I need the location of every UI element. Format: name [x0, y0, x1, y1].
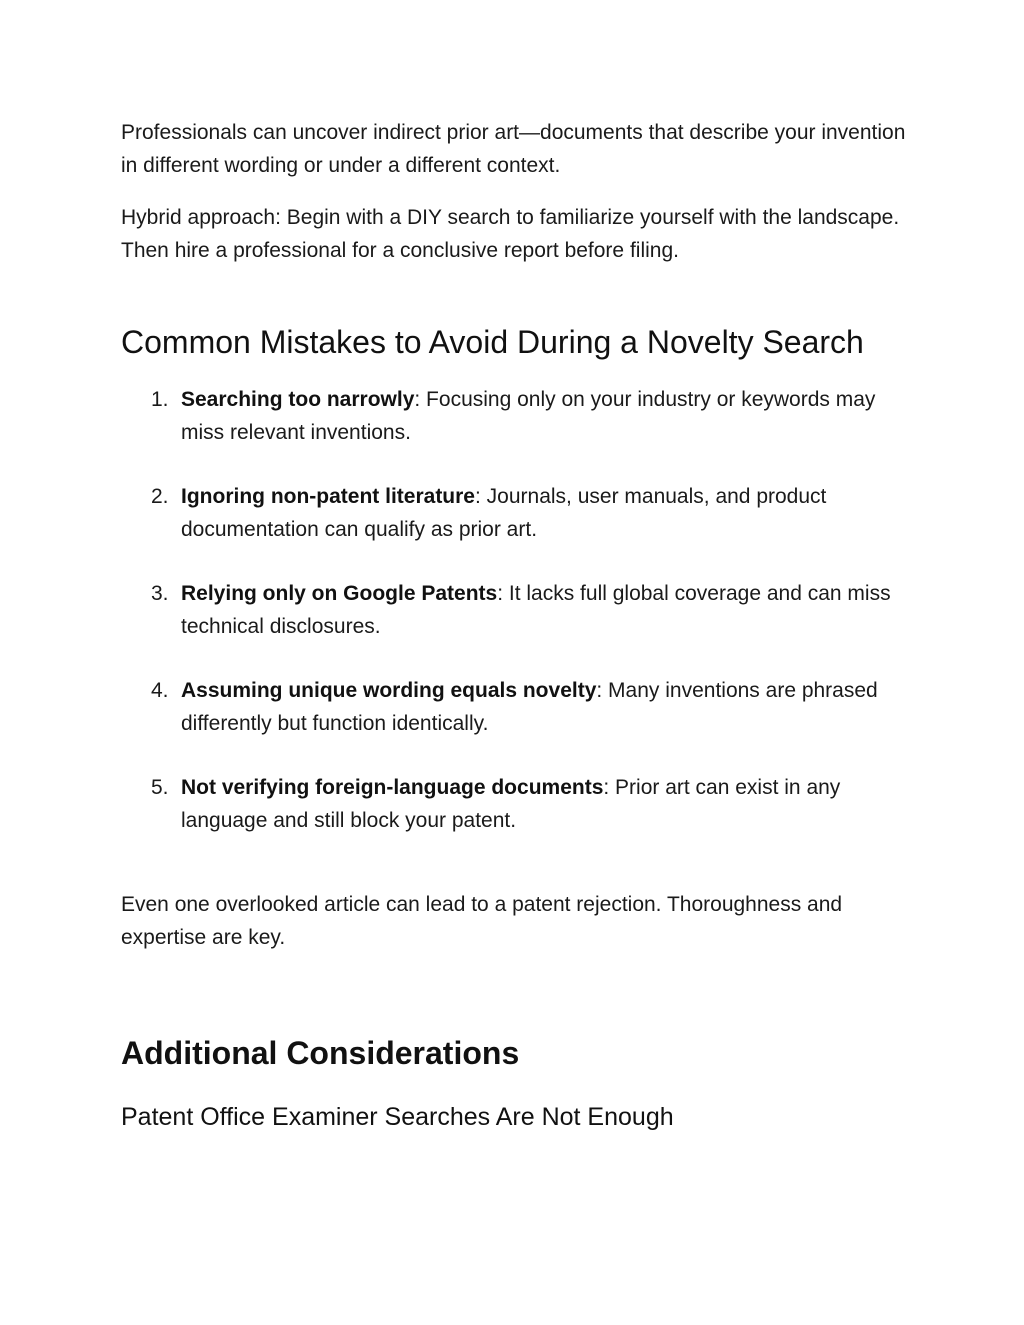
list-item-number: 2. [151, 485, 169, 508]
list-item-term: Searching too narrowly [181, 388, 415, 411]
list-item [121, 384, 911, 449]
intro-paragraph-indirect-prior-art: Professionals can uncover indirect prior art—documents that describe your invention in different wording or under a different context. [121, 121, 906, 177]
mistakes-heading: Common Mistakes to Avoid During a Novelty Search [121, 324, 864, 360]
mistakes-list [121, 384, 911, 869]
list-item-term: Ignoring non-patent literature [181, 485, 475, 508]
list-item [121, 578, 911, 643]
list-item-description: : Focusing only on your industry or keywords may miss relevant inventions. [181, 388, 876, 444]
examiner-searches-subheading: Patent Office Examiner Searches Are Not Enough [121, 1103, 674, 1131]
list-item-number: 1. [151, 388, 169, 411]
list-item-term: Not verifying foreign-language documents [181, 776, 604, 799]
list-item-description: : Journals, user manuals, and product documentation can qualify as prior art. [181, 485, 827, 541]
list-item [121, 675, 911, 740]
list-item-description: : It lacks full global coverage and can miss technical disclosures. [181, 582, 891, 638]
list-item-number: 4. [151, 679, 169, 702]
list-item-term: Assuming unique wording equals novelty [181, 679, 597, 702]
additional-considerations-heading: Additional Considerations [121, 1035, 520, 1071]
list-item-description: : Many inventions are phrased differently but function identically. [181, 679, 878, 735]
list-item-description: : Prior art can exist in any language and still block your patent. [181, 776, 841, 832]
intro-paragraph-hybrid-approach: Hybrid approach: Begin with a DIY search to familiarize yourself with the landscape. Then hire a professional for a conclusive report before filing. [121, 206, 900, 262]
closing-paragraph: Even one overlooked article can lead to a patent rejection. Thoroughness and expertise are key. [121, 893, 843, 949]
list-item-number: 3. [151, 582, 169, 605]
list-item-number: 5. [151, 776, 169, 799]
list-item [121, 772, 911, 837]
list-item-term: Relying only on Google Patents [181, 582, 498, 605]
list-item [121, 481, 911, 546]
